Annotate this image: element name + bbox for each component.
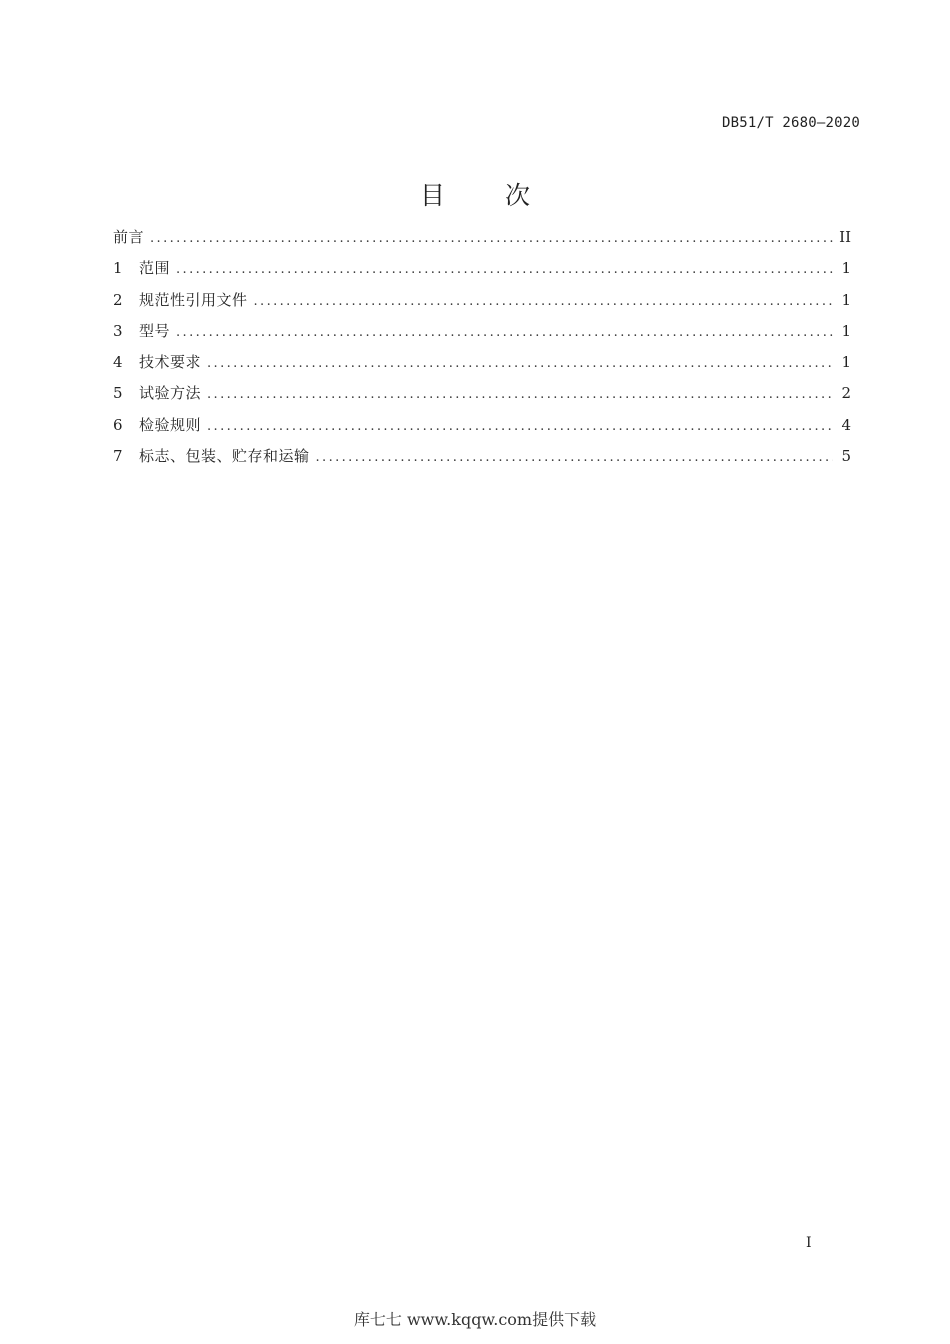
toc-entry-number: 1 [113,259,123,278]
toc-entry-label: 试验方法 [139,384,202,403]
toc-leader-dots [316,442,833,473]
toc-entry-number: 7 [113,447,123,466]
toc-entry-page: 1 [841,259,851,278]
toc-entry-foreword[interactable] [113,222,851,253]
toc-entry-page: 1 [841,353,851,372]
standard-code: DB51/T 2680—2020 [721,115,860,131]
toc-leader-dots [207,411,833,442]
toc-entry-page: 4 [841,415,851,434]
toc-entry-page: 5 [841,447,851,466]
toc-entry-technical-requirements[interactable] [113,347,851,378]
toc-entry-label: 标志、包装、贮存和运输 [139,447,310,466]
toc-leader-dots [176,317,833,348]
toc-entry-normative-references[interactable] [113,285,851,316]
toc-leader-dots [150,223,833,254]
toc-entry-label: 前言 [113,228,145,246]
toc-entry-inspection-rules[interactable] [113,410,851,441]
download-footer: 库七七 www.kqqw.com提供下载 [353,1310,597,1329]
toc-entry-number: 3 [113,321,123,340]
toc-entry-label: 检验规则 [139,415,202,434]
page-number: I [806,1235,812,1251]
page-title: 目 次 [420,181,556,210]
toc-entry-label: 技术要求 [139,353,202,372]
toc-entry-page: 1 [841,290,851,309]
table-of-contents [113,222,851,472]
toc-entry-number: 2 [113,290,123,309]
toc-leader-dots [176,254,833,285]
toc-entry-page: II [839,228,851,246]
toc-entry-page: 1 [841,321,851,340]
toc-entry-number: 5 [113,384,123,403]
toc-entry-page: 2 [841,384,851,403]
toc-entry-number: 4 [113,353,123,372]
toc-leader-dots [207,348,833,379]
toc-entry-label: 范围 [139,259,171,278]
toc-entry-marking-packaging[interactable] [113,441,851,472]
toc-entry-model[interactable] [113,316,851,347]
toc-entry-test-methods[interactable] [113,378,851,409]
toc-entry-label: 型号 [139,321,171,340]
toc-entry-scope[interactable] [113,253,851,284]
toc-entry-number: 6 [113,415,123,434]
toc-leader-dots [207,379,833,410]
toc-leader-dots [254,286,833,317]
toc-entry-label: 规范性引用文件 [139,290,248,309]
